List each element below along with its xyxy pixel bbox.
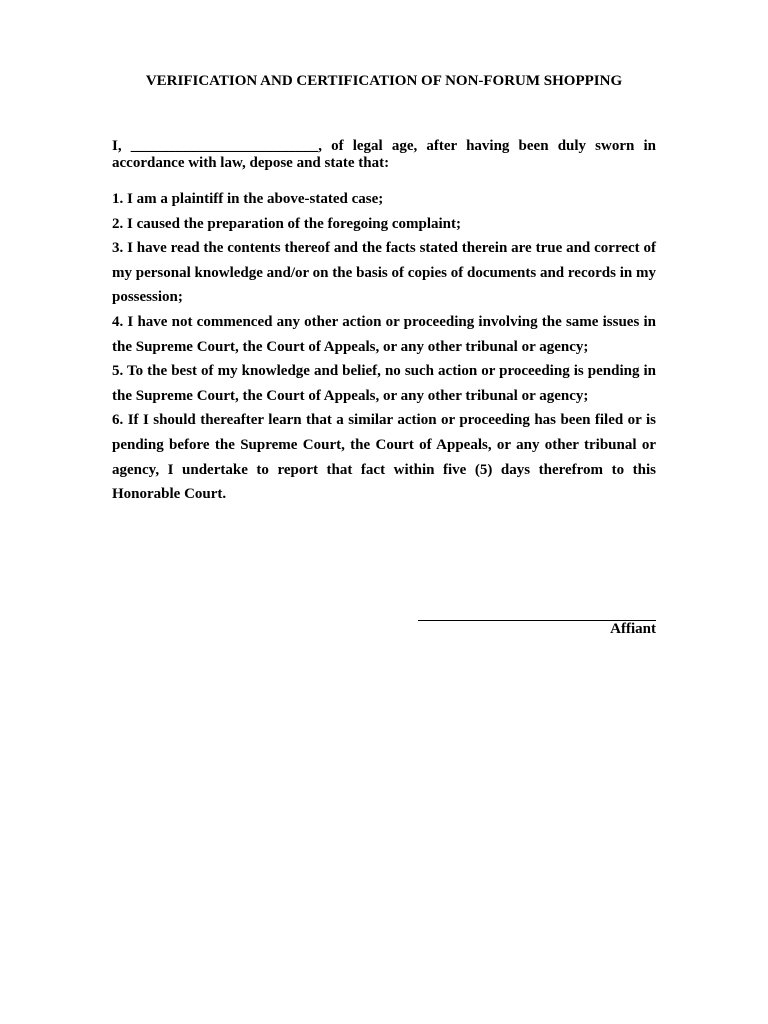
intro-paragraph: I, _________________________, of legal age, after having been duly sworn in accordance with law, depose and state that: bbox=[112, 138, 656, 171]
statement-item-5: 5. To the best of my knowledge and belief, no such action or proceeding is pending in the Supreme Court, the Court of Appeals, or any other tribunal or agency; bbox=[112, 363, 656, 404]
statement-item-6: 6. If I should thereafter learn that a similar action or proceeding has been filed or is pending before the Supreme Court, the Court of Appeals, or any other tribunal or agency, I undertake to report that fact within five (5) days therefrom to this Honorable Court. bbox=[112, 412, 656, 503]
statement-item-4: 4. I have not commenced any other action or proceeding involving the same issues in the Supreme Court, the Court of Appeals, or any other tribunal or agency; bbox=[112, 313, 656, 355]
statement-list bbox=[112, 187, 656, 507]
document-title: VERIFICATION AND CERTIFICATION OF NON-FORUM SHOPPING bbox=[145, 73, 623, 89]
statement-item-3: 3. I have read the contents thereof and the facts stated therein are true and correct of my personal knowledge and/or on the basis of copies of documents and records in my possession; bbox=[112, 240, 656, 306]
statement-item-1: 1. I am a plaintiff in the above-stated case; bbox=[112, 191, 384, 207]
statement-item-2: 2. I caused the preparation of the foregoing complaint; bbox=[112, 215, 462, 232]
signature-label: Affiant bbox=[610, 621, 656, 637]
